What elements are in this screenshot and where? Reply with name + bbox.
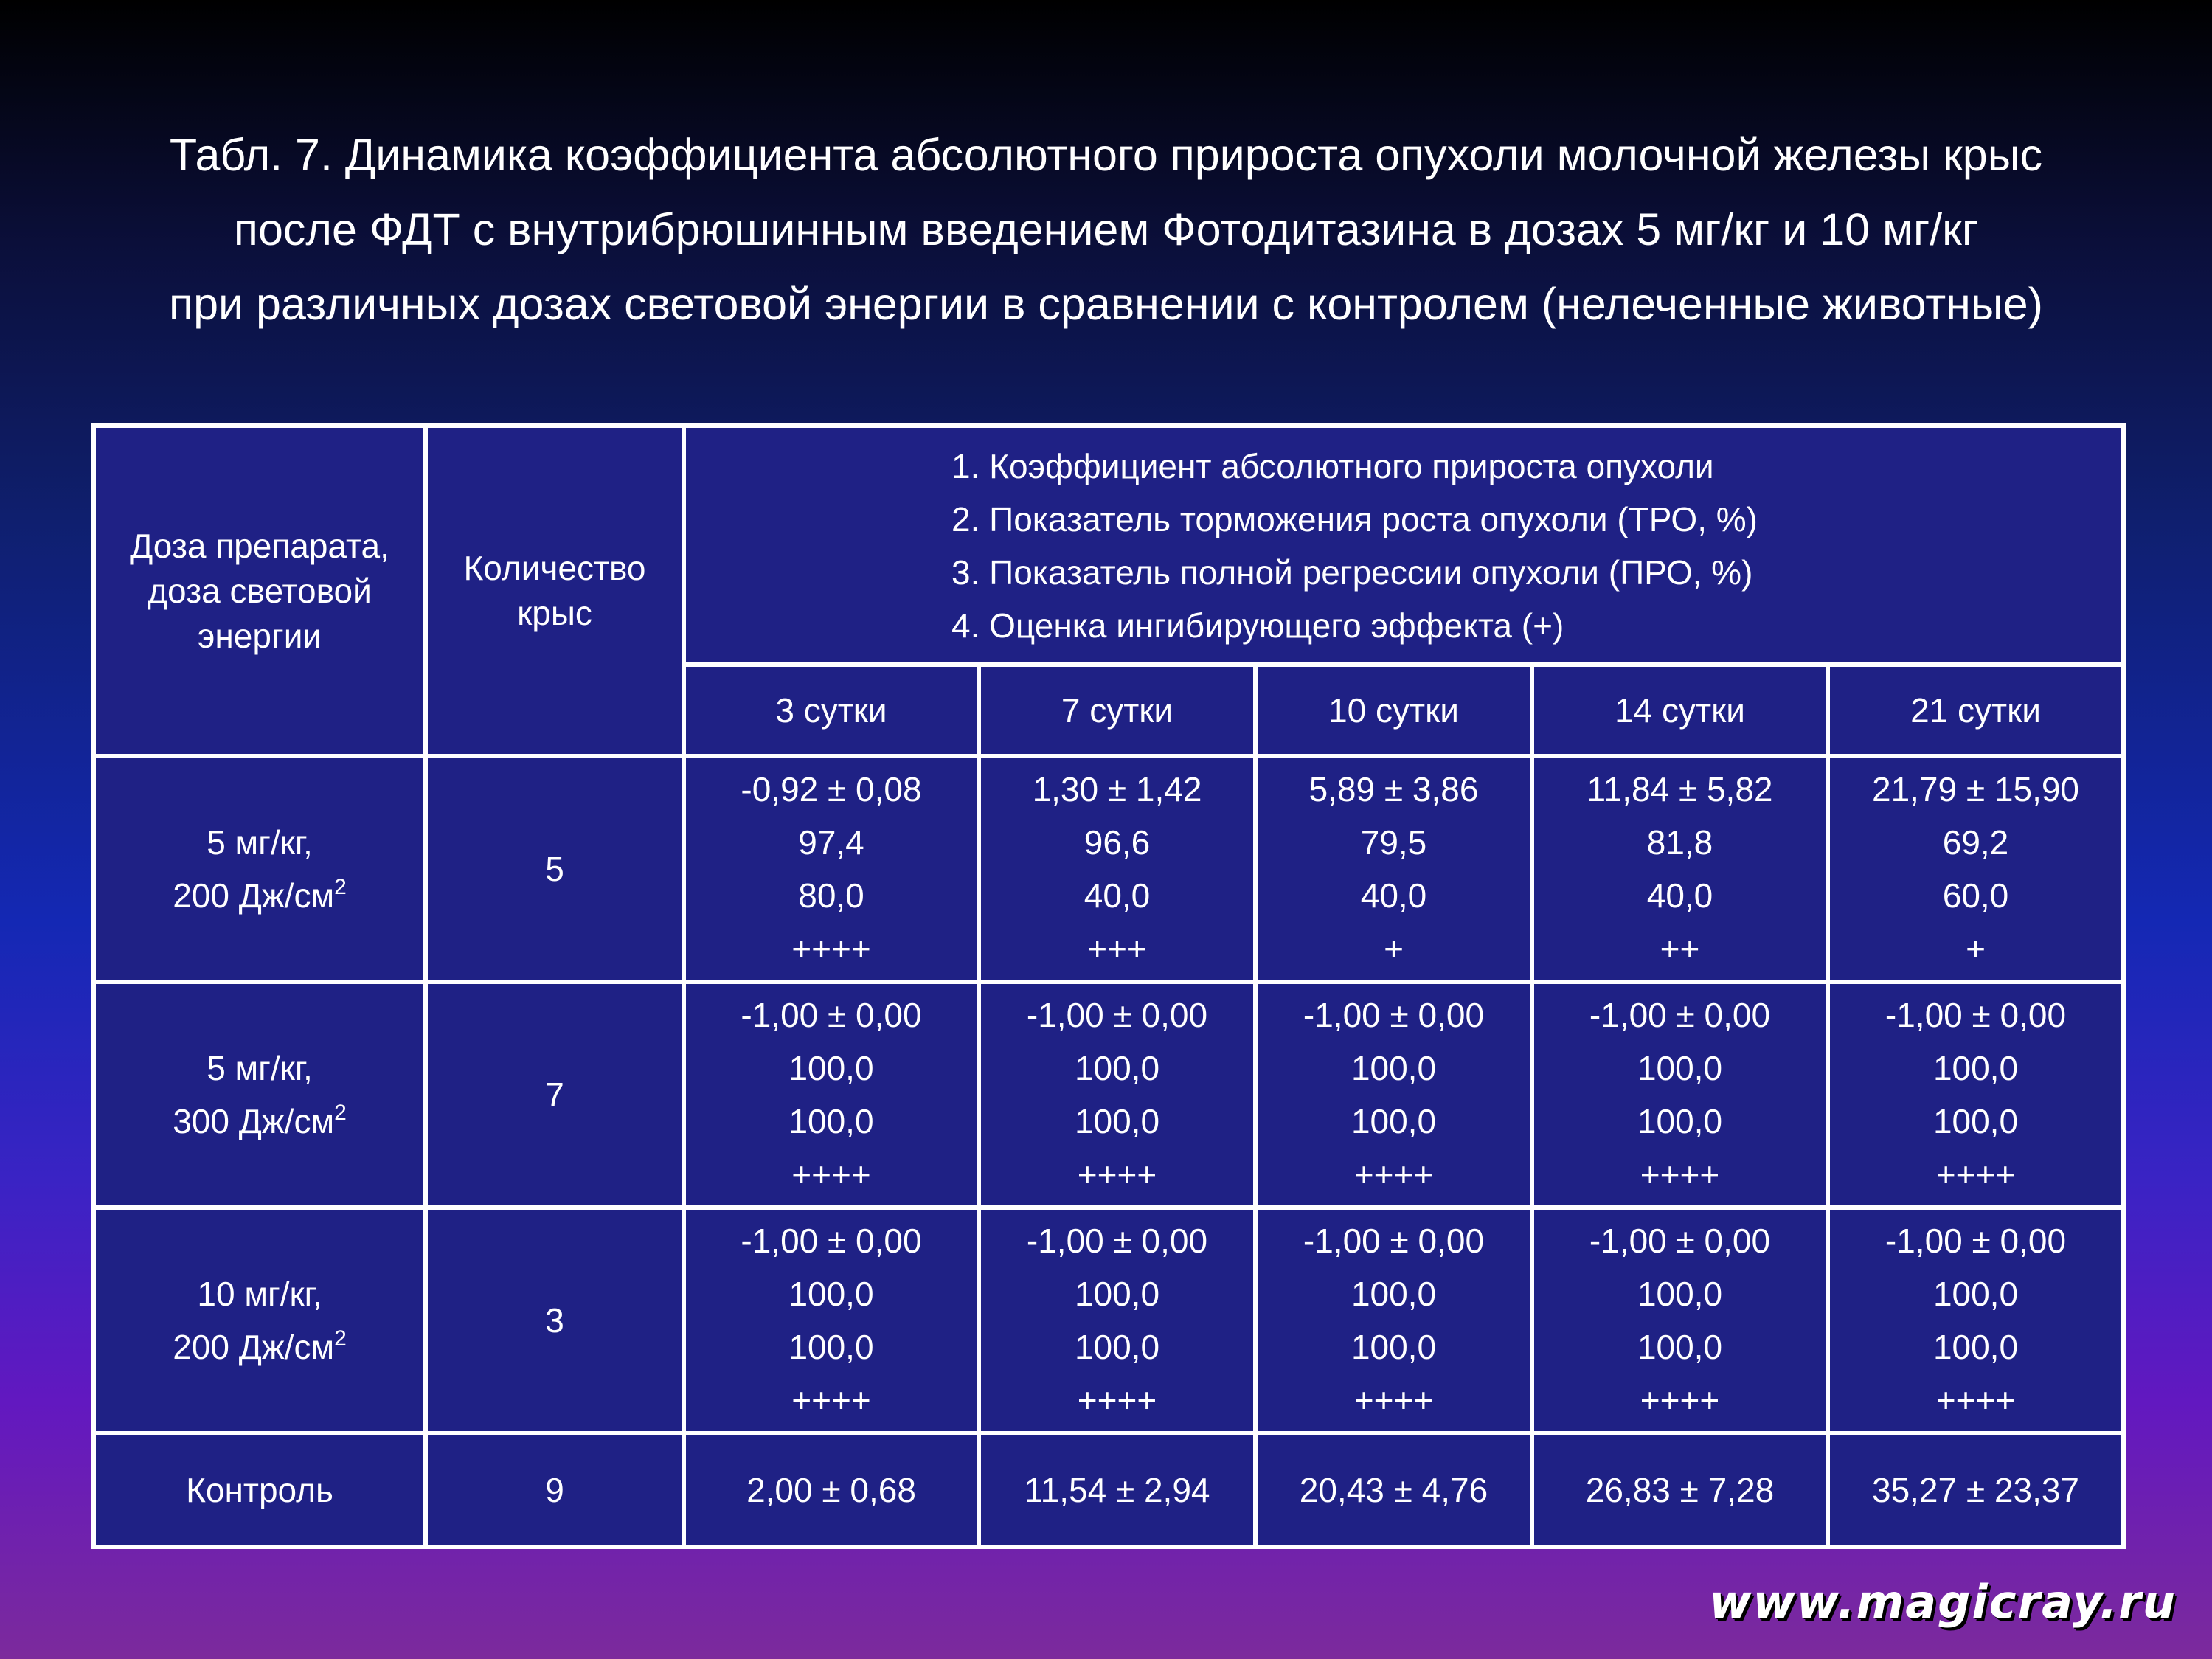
header-day: 14 сутки	[1532, 665, 1828, 756]
header-dose-line: энергии	[197, 616, 322, 655]
cell-line: 100,0	[1351, 1328, 1437, 1366]
cell-line: 100,0	[1932, 1328, 2019, 1366]
table-row	[94, 756, 2123, 982]
dose-cell	[94, 1208, 426, 1433]
cell-line: -1,00 ± 0,00	[1026, 1222, 1208, 1260]
cell-line: 100,0	[1932, 1049, 2019, 1087]
cell-line: ++	[1660, 929, 1700, 968]
cell-line: -1,00 ± 0,00	[1303, 996, 1485, 1034]
site-watermark: www.magicray.ru	[1709, 1575, 2177, 1629]
dose-energy: 200 Дж/см	[173, 876, 335, 915]
dose-unit-exponent: 2	[334, 1101, 347, 1125]
data-cell	[1828, 982, 2123, 1208]
title-line-3: при различных дозах световой энергии в сравнении с контролем (нелеченные животные)	[169, 279, 2043, 329]
data-cell	[1255, 1208, 1532, 1433]
cell-line: ++++	[1077, 1381, 1157, 1419]
cell-line: 80,0	[798, 876, 864, 915]
cell-line: -1,00 ± 0,00	[1026, 996, 1208, 1034]
data-cell	[684, 756, 979, 982]
control-value: 20,43 ± 4,76	[1255, 1433, 1532, 1547]
cell-line: 11,84 ± 5,82	[1587, 770, 1773, 808]
control-value: 26,83 ± 7,28	[1532, 1433, 1828, 1547]
cell-line: -0,92 ± 0,08	[741, 770, 922, 808]
header-day: 3 сутки	[684, 665, 979, 756]
cell-line: 60,0	[1942, 876, 2009, 915]
cell-line: 96,6	[1084, 823, 1151, 862]
count-cell: 3	[426, 1208, 684, 1433]
results-table	[91, 423, 2126, 1549]
header-count-line: крыс	[517, 594, 592, 632]
dose-energy: 300 Дж/см	[173, 1102, 335, 1140]
data-cell	[1532, 982, 1828, 1208]
cell-line: -1,00 ± 0,00	[1885, 1222, 2067, 1260]
header-day: 21 сутки	[1828, 665, 2123, 756]
dose-energy: 200 Дж/см	[173, 1328, 335, 1366]
cell-line: 79,5	[1360, 823, 1427, 862]
cell-line: 40,0	[1360, 876, 1427, 915]
cell-line: ++++	[1353, 1155, 1434, 1194]
cell-line: ++++	[1935, 1155, 2016, 1194]
cell-line: 100,0	[788, 1328, 874, 1366]
table-row	[94, 982, 2123, 1208]
cell-line: 100,0	[1932, 1102, 2019, 1140]
data-cell	[1532, 1208, 1828, 1433]
cell-line: 40,0	[1646, 876, 1713, 915]
control-value: 11,54 ± 2,94	[979, 1433, 1255, 1547]
data-cell	[1255, 982, 1532, 1208]
count-cell: 5	[426, 756, 684, 982]
dose-unit-exponent: 2	[334, 1326, 347, 1351]
cell-line: 1,30 ± 1,42	[1032, 770, 1202, 808]
data-cell	[684, 982, 979, 1208]
cell-line: +	[1384, 929, 1404, 968]
cell-line: -1,00 ± 0,00	[1885, 996, 2067, 1034]
cell-line: 100,0	[788, 1049, 874, 1087]
cell-line: 100,0	[1351, 1049, 1437, 1087]
cell-line: 97,4	[798, 823, 864, 862]
control-value: 35,27 ± 23,37	[1828, 1433, 2123, 1547]
cell-line: 100,0	[1932, 1275, 2019, 1313]
legend-item: 4. Оценка ингибирующего эффекта (+)	[951, 606, 1564, 645]
data-cell	[1828, 756, 2123, 982]
cell-line: 100,0	[1637, 1328, 1723, 1366]
data-cell	[979, 756, 1255, 982]
cell-line: 21,79 ± 15,90	[1871, 770, 2080, 808]
legend-item: 2. Показатель торможения роста опухоли (ТРО, %)	[951, 500, 1758, 538]
cell-line: 100,0	[1074, 1049, 1160, 1087]
cell-line: +	[1966, 929, 1986, 968]
title-line-2: после ФДТ с внутрибрюшинным введением Фотодитазина в дозах 5 мг/кг и 10 мг/кг	[233, 204, 1979, 254]
header-day: 10 сутки	[1255, 665, 1532, 756]
cell-line: 100,0	[788, 1102, 874, 1140]
header-legend	[684, 426, 2123, 665]
page-title	[44, 118, 2168, 342]
dose-cell	[94, 982, 426, 1208]
header-day: 7 сутки	[979, 665, 1255, 756]
cell-line: 100,0	[1351, 1275, 1437, 1313]
header-dose	[94, 426, 426, 756]
cell-line: 69,2	[1942, 823, 2009, 862]
cell-line: 100,0	[1074, 1275, 1160, 1313]
header-dose-line: Доза препарата,	[130, 526, 389, 565]
control-value: 2,00 ± 0,68	[684, 1433, 979, 1547]
cell-line: -1,00 ± 0,00	[1589, 996, 1771, 1034]
cell-line: 100,0	[788, 1275, 874, 1313]
header-count	[426, 426, 684, 756]
cell-line: ++++	[791, 929, 871, 968]
cell-line: 100,0	[1637, 1049, 1723, 1087]
cell-line: 100,0	[1074, 1328, 1160, 1366]
cell-line: 81,8	[1646, 823, 1713, 862]
cell-line: -1,00 ± 0,00	[1589, 1222, 1771, 1260]
data-cell	[1828, 1208, 2123, 1433]
cell-line: ++++	[1640, 1155, 1720, 1194]
cell-line: 5,89 ± 3,86	[1308, 770, 1479, 808]
legend-item: 3. Показатель полной регрессии опухоли (ПРО, %)	[951, 553, 1753, 592]
dose-value: 10 мг/кг,	[197, 1275, 322, 1313]
cell-line: ++++	[1077, 1155, 1157, 1194]
cell-line: 100,0	[1637, 1275, 1723, 1313]
table-row	[94, 1208, 2123, 1433]
header-dose-line: доза световой	[148, 571, 372, 610]
cell-line: -1,00 ± 0,00	[741, 1222, 922, 1260]
legend-item: 1. Коэффициент абсолютного прироста опухоли	[951, 447, 1714, 485]
dose-unit-exponent: 2	[334, 875, 347, 899]
dose-value: 5 мг/кг,	[207, 1049, 313, 1087]
dose-value: 5 мг/кг,	[207, 823, 313, 862]
data-cell	[1532, 756, 1828, 982]
cell-line: +++	[1087, 929, 1147, 968]
cell-line: -1,00 ± 0,00	[1303, 1222, 1485, 1260]
cell-line: ++++	[791, 1155, 871, 1194]
cell-line: ++++	[1640, 1381, 1720, 1419]
control-label: Контроль	[94, 1433, 426, 1547]
count-cell: 7	[426, 982, 684, 1208]
dose-cell	[94, 756, 426, 982]
header-count-line: Количество	[463, 549, 646, 587]
cell-line: 100,0	[1074, 1102, 1160, 1140]
cell-line: ++++	[791, 1381, 871, 1419]
cell-line: ++++	[1935, 1381, 2016, 1419]
control-count: 9	[426, 1433, 684, 1547]
data-cell	[684, 1208, 979, 1433]
cell-line: 100,0	[1637, 1102, 1723, 1140]
cell-line: -1,00 ± 0,00	[741, 996, 922, 1034]
control-row	[94, 1433, 2123, 1547]
title-line-1: Табл. 7. Динамика коэффициента абсолютного прироста опухоли молочной железы крыс	[169, 130, 2043, 180]
data-cell	[979, 1208, 1255, 1433]
cell-line: ++++	[1353, 1381, 1434, 1419]
cell-line: 100,0	[1351, 1102, 1437, 1140]
data-cell	[1255, 756, 1532, 982]
data-cell	[979, 982, 1255, 1208]
cell-line: 40,0	[1084, 876, 1151, 915]
